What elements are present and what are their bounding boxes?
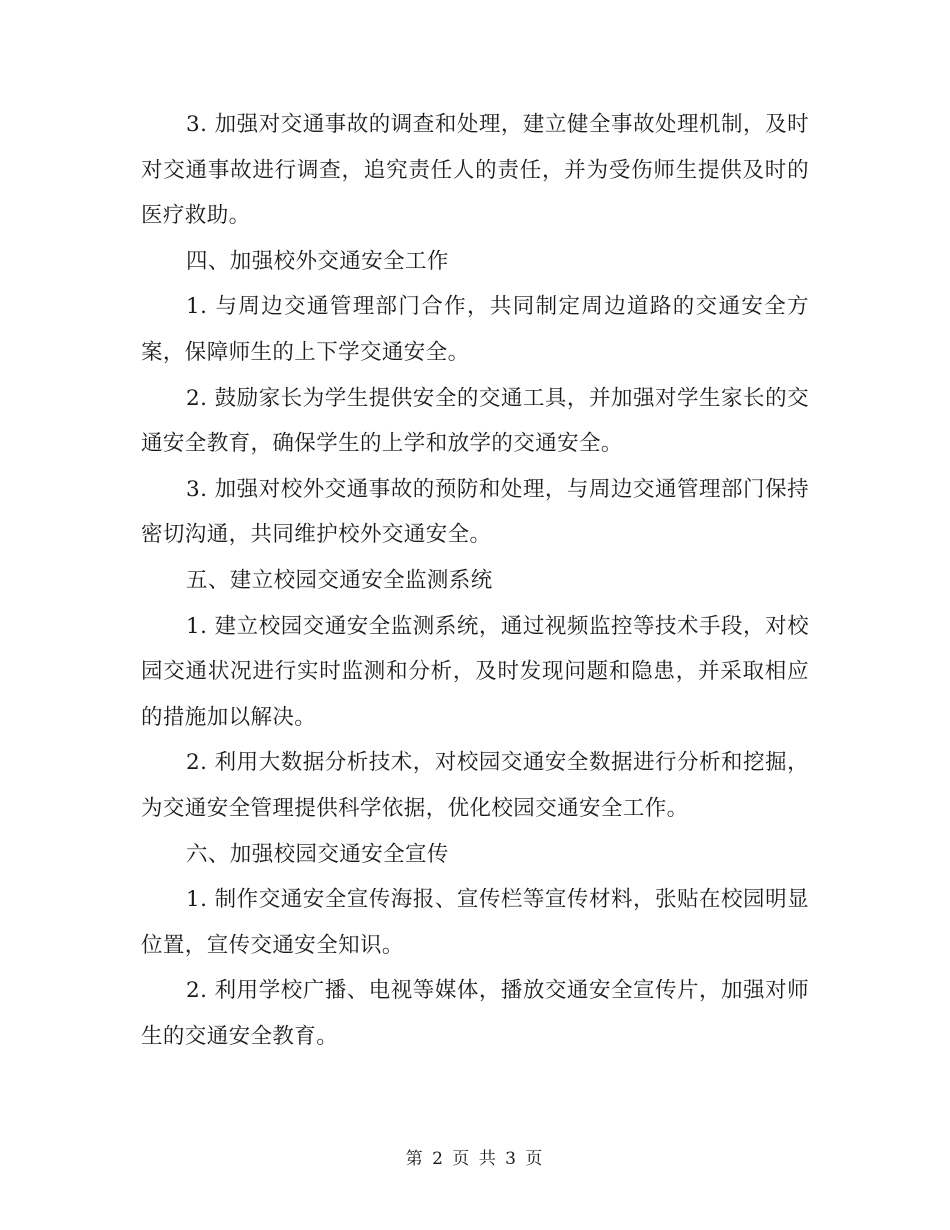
section-heading-safety-publicity: 六、加强校园交通安全宣传 <box>186 841 449 867</box>
paragraph-item-2-parent-education: 2. 鼓励家长为学生提供安全的交通工具，并加强对学生家长的交通安全教育，确保学生的上学和放学的交通安全。 <box>141 385 809 457</box>
paragraph-item-3-accident-handling: 3. 加强对交通事故的调查和处理，建立健全事故处理机制，及时对交通事故进行调查，追究责任人的责任，并为受伤师生提供及时的医疗救助。 <box>141 112 809 229</box>
section-heading-monitoring-system: 五、建立校园交通安全监测系统 <box>186 567 493 593</box>
paragraph-item-3-off-campus-accidents: 3. 加强对校外交通事故的预防和处理，与周边交通管理部门保持密切沟通，共同维护校外交通安全。 <box>141 476 809 548</box>
paragraph-item-2-broadcast-media: 2. 利用学校广播、电视等媒体，播放交通安全宣传片，加强对师生的交通安全教育。 <box>141 978 809 1049</box>
paragraph-item-1-posters: 1. 制作交通安全宣传海报、宣传栏等宣传材料，张贴在校园明显位置，宣传交通安全知识。 <box>141 887 809 958</box>
paragraph-item-1-video-monitoring: 1. 建立校园交通安全监测系统，通过视频监控等技术手段，对校园交通状况进行实时监测和分析，及时发现问题和隐患，并采取相应的措施加以解决。 <box>141 613 809 730</box>
section-heading-off-campus-safety: 四、加强校外交通安全工作 <box>186 248 449 274</box>
paragraph-item-1-traffic-dept-cooperation: 1. 与周边交通管理部门合作，共同制定周边道路的交通安全方案，保障师生的上下学交通安全。 <box>141 294 809 365</box>
paragraph-item-2-big-data-analysis: 2. 利用大数据分析技术，对校园交通安全数据进行分析和挖掘，为交通安全管理提供科学依据，优化校园交通安全工作。 <box>141 750 809 821</box>
document-body <box>141 102 809 1059</box>
page-number-footer: 第 2 页 共 3 页 <box>405 1149 545 1169</box>
